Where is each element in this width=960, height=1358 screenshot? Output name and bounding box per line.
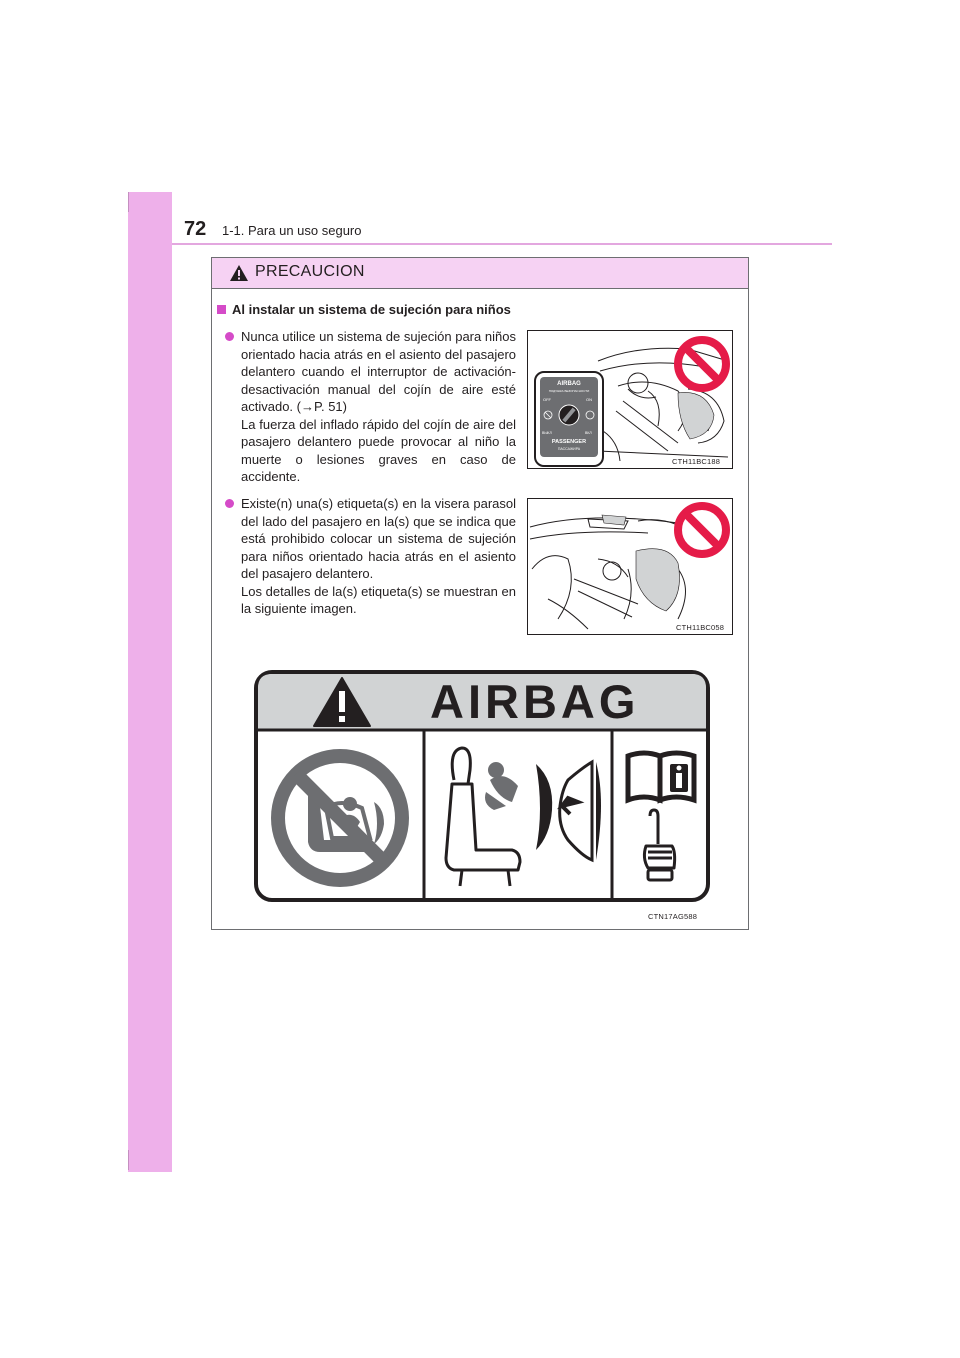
bullet-item <box>241 495 516 618</box>
subheading-text: Al instalar un sistema de sujeción para niños <box>232 302 511 317</box>
bullet-paragraph: Existe(n) una(s) etiqueta(s) en la visera parasol del lado del pasajero en la(s) que se indica que está prohibido colocar un sistema de sujeción para niños orientado hacia atrás en el asiento del pasajero delantero. <box>241 496 516 581</box>
switch-subtitle: ПОДУШКА БЕЗОПАСНОСТИ <box>548 389 590 393</box>
bullet-paragraph: La fuerza del inflado rápido del cojín de aire del pasajero delantero puede provocar al niño la muerte o lesiones graves en caso de accidente. <box>241 416 516 484</box>
caution-title: PRECAUCION <box>255 263 365 280</box>
on-label-ru: ВКЛ <box>585 431 592 435</box>
passenger-label: PASSENGER <box>551 439 587 445</box>
switch-title: AIRBAG <box>557 381 581 387</box>
airbag-impact-icon <box>432 740 608 890</box>
sidebar-tab <box>128 192 172 1172</box>
airbag-warning-label <box>254 670 710 921</box>
switch-callout <box>534 371 604 467</box>
warning-icon <box>229 264 249 282</box>
caution-box <box>211 257 749 930</box>
figure-code: CTH11BC058 <box>676 623 725 632</box>
airbag-switch-illustration <box>527 330 733 469</box>
crop-mark <box>128 1150 129 1170</box>
off-label-ru: ВЫКЛ <box>542 431 552 435</box>
square-bullet-icon <box>217 305 226 314</box>
bullet-item <box>241 328 516 486</box>
airbag-label-word: AIRBAG <box>430 675 640 728</box>
subheading <box>217 302 511 317</box>
bullet-paragraph: Los detalles de la(s) etiqueta(s) se muestran en la siguiente imagen. <box>241 583 516 616</box>
figure-code: CTN17AG588 <box>648 912 698 921</box>
read-manual-icon <box>618 742 708 892</box>
crop-mark <box>128 192 129 212</box>
caution-header <box>212 258 748 289</box>
prohibited-icon <box>673 501 731 559</box>
switch-panel <box>540 377 598 457</box>
on-label: ON <box>586 397 592 402</box>
prohibited-icon <box>673 335 731 393</box>
page-number: 72 <box>184 218 207 240</box>
sun-visor-illustration <box>527 498 733 635</box>
warning-triangle-icon <box>312 676 372 728</box>
header-rule <box>172 243 832 245</box>
section-title: 1-1. Para un uso seguro <box>222 223 362 238</box>
no-rear-facing-child-seat-icon <box>270 748 410 888</box>
circle-bullet-icon <box>225 332 234 341</box>
off-label: OFF <box>543 397 551 402</box>
key-switch-icon <box>540 401 598 431</box>
figure-code: CTH11BC188 <box>672 457 721 466</box>
bullet-paragraph: Nunca utilice un sistema de sujeción para niños orientado hacia atrás en el asiento del pasajero delantero cuando el interruptor de activación-desactivación manual del cojín de aire esté activado. (→P. 51) <box>241 329 516 414</box>
passenger-label-ru: ПАССАЖИРА <box>557 447 581 451</box>
circle-bullet-icon <box>225 499 234 508</box>
